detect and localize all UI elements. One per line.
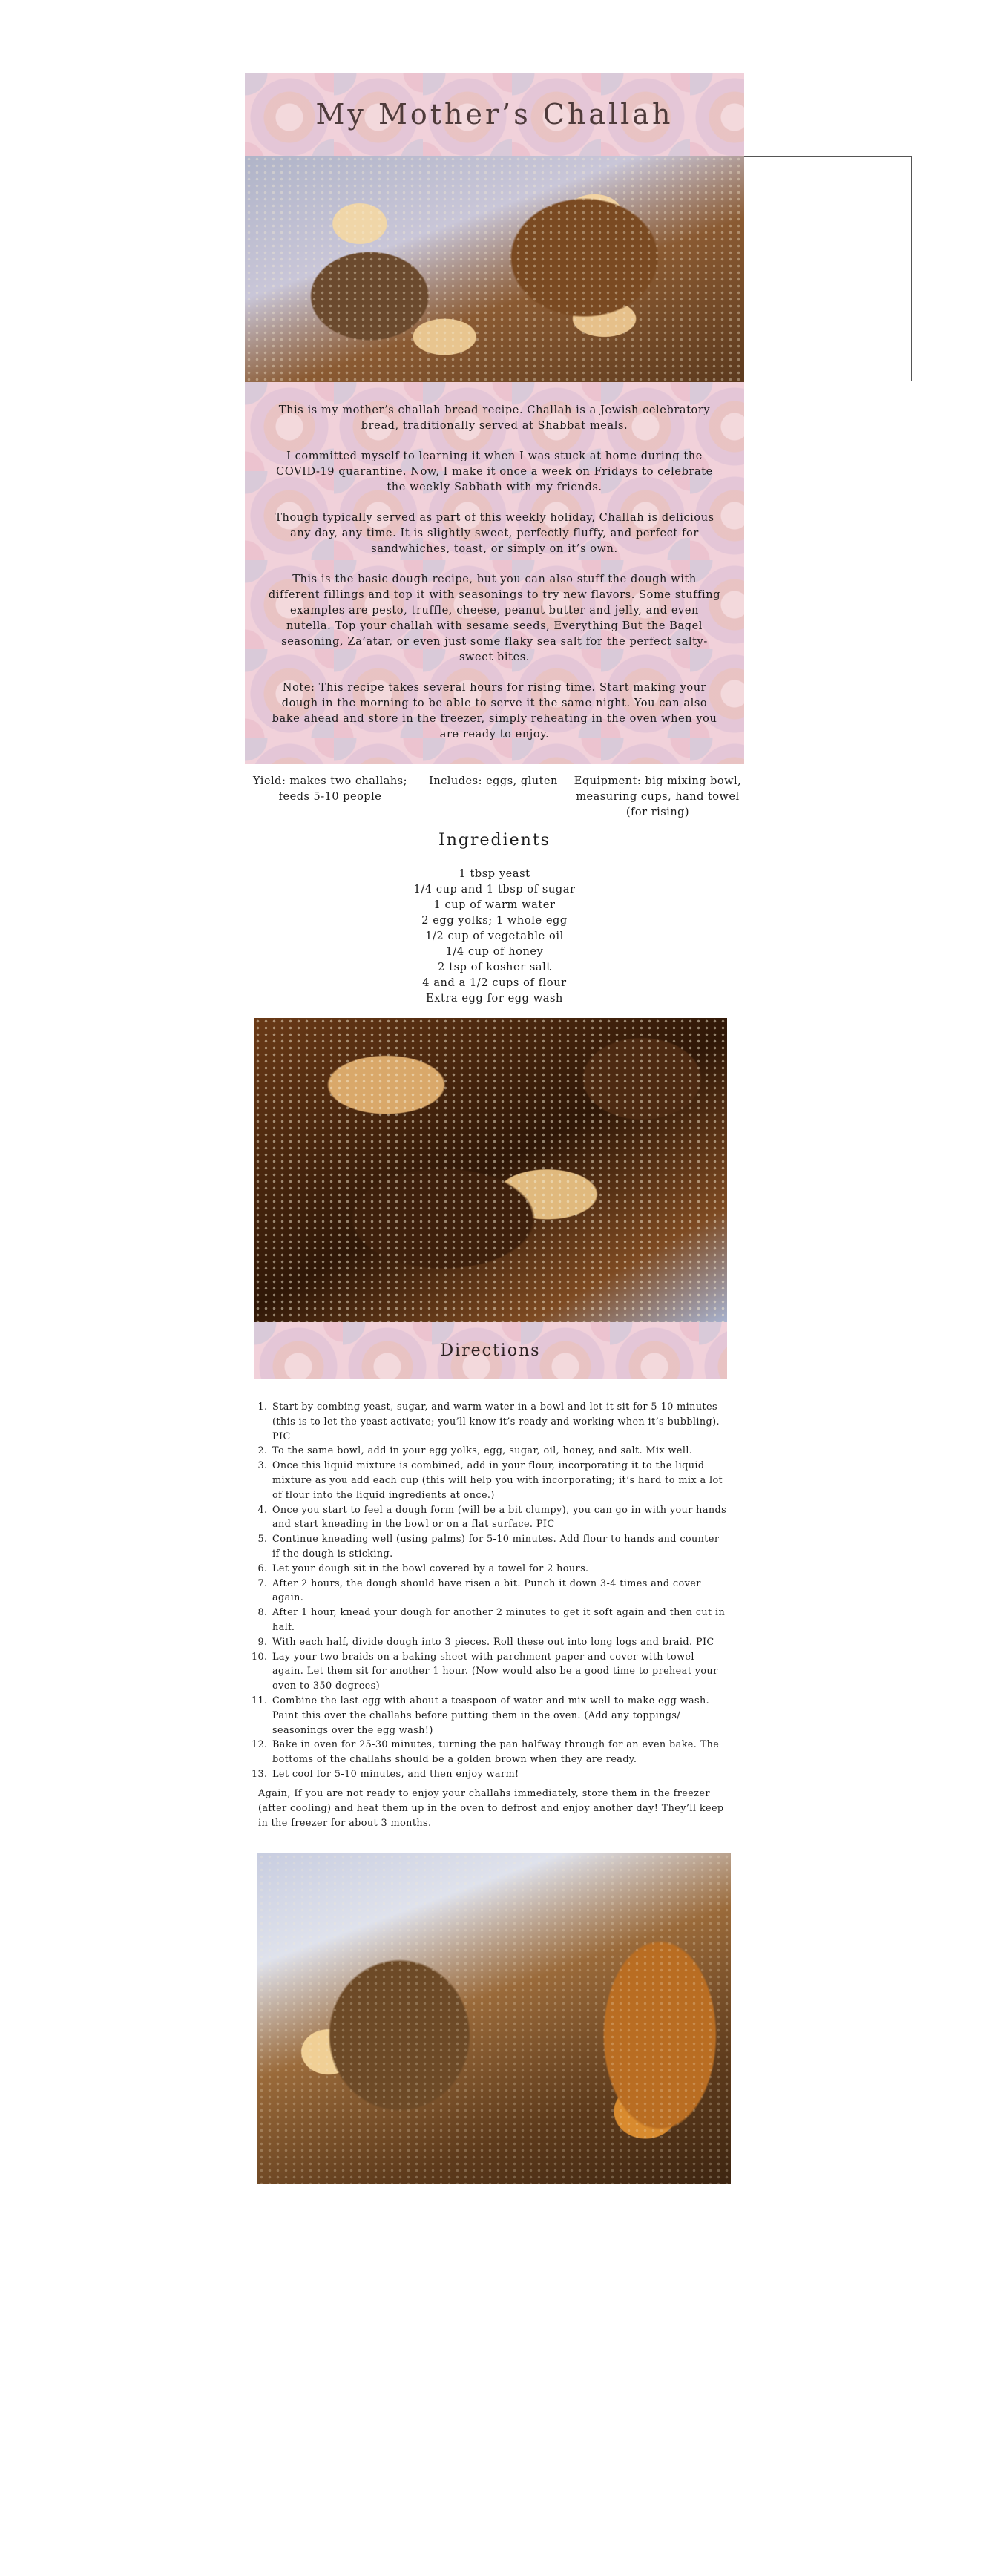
allergen-info: Includes: eggs, gluten <box>429 775 558 787</box>
direction-step: 12. Bake in oven for 25-30 minutes, turning the pan halfway through for an even bake. The bottoms of the challahs should be a golden brown when they are ready. <box>271 1738 727 1767</box>
ingredients-heading: Ingredients <box>438 831 551 850</box>
yield-info: Yield: makes two challahs; feeds 5-10 people <box>252 775 408 803</box>
direction-step: 5. Continue kneading well (using palms) for 5-10 minutes. Add flour to hands and counter if the dough is sticking. <box>271 1532 727 1562</box>
ingredient-item: 1/2 cup of vegetable oil <box>425 930 564 942</box>
sesame-challah-photo <box>254 1018 727 1322</box>
page-title: My Mother’s Challah <box>315 98 674 131</box>
intro-paragraph: This is the basic dough recipe, but you can also stuff the dough with different fillings and top it with seasonings to try new flavors. Some stuffing examples are pesto, truffle, cheese, peanut butter and jelly, and even nutella. Top your challah with sesame seeds, Everything But the Bagel seasoning, Za’atar, or even just some flaky sea salt for the perfect salty-sweet bites. <box>268 574 721 663</box>
direction-step: 13. Let cool for 5-10 minutes, and then enjoy warm! <box>271 1767 727 1782</box>
ingredient-item: 1 tbsp yeast <box>459 868 530 880</box>
ingredient-item: 1 cup of warm water <box>433 899 556 911</box>
direction-step: 3. Once this liquid mixture is combined, add in your flour, incorporating it to the liquid mixture as you add each cup (this will help you with incorporating; it’s hard to mix a lot of flour into the liquid ingredients at once.) <box>271 1459 727 1502</box>
direction-step: 4. Once you start to feel a dough form (will be a bit clumpy), you can go in with your hands and start kneading in the bowl or on a flat surface. PIC <box>271 1503 727 1533</box>
direction-step: 6. Let your dough sit in the bowl covered by a towel for 2 hours. <box>271 1562 727 1577</box>
intro-section <box>245 382 744 764</box>
intro-paragraph: Though typically served as part of this weekly holiday, Challah is delicious any day, any time. It is slightly sweet, perfectly fluffy, and perfect for sandwhiches, toast, or simply on it’s own. <box>275 512 714 555</box>
finished-challah-photo <box>257 1853 731 2184</box>
ingredient-item: 1/4 cup of honey <box>445 946 544 958</box>
ingredient-item: 1/4 cup and 1 tbsp of sugar <box>413 884 576 896</box>
ingredient-item: 4 and a 1/2 cups of flour <box>422 977 567 989</box>
intro-paragraph: This is my mother’s challah bread recipe. Challah is a Jewish celebratory bread, traditionally served at Shabbat meals. <box>278 404 711 432</box>
intro-paragraph: Note: This recipe takes several hours for rising time. Start making your dough in the morning to be able to serve it the same night. You can also bake ahead and store in the freezer, simply reheating in the oven when you are ready to enjoy. <box>272 682 717 740</box>
storage-note: Again, If you are not ready to enjoy your challahs immediately, store them in the freezer (after cooling) and heat them up in the oven to defrost and enjoy another day! They’ll keep in the freezer for about 3 months. <box>258 1788 724 1829</box>
directions-banner <box>254 1322 727 1379</box>
equipment-info: Equipment: big mixing bowl, measuring cups, hand towel (for rising) <box>574 775 742 818</box>
direction-step: 8. After 1 hour, knead your dough for another 2 minutes to get it soft again and then cut in half. <box>271 1606 727 1635</box>
direction-step: 10. Lay your two braids on a baking sheet with parchment paper and cover with towel again. Let them sit for another 1 hour. (Now would also be a good time to preheat your oven to 350 degrees) <box>271 1650 727 1694</box>
ingredient-item: 2 egg yolks; 1 whole egg <box>421 915 568 927</box>
direction-steps <box>256 1400 727 1782</box>
intro-paragraph: I committed myself to learning it when I was stuck at home during the COVID-19 quarantine. Now, I make it once a week on Fridays to celebrate the weekly Sabbath with my friends. <box>276 450 713 493</box>
title-banner <box>245 73 744 156</box>
hero-outline-box <box>744 156 912 381</box>
ingredient-item: Extra egg for egg wash <box>426 993 563 1005</box>
direction-step: 9. With each half, divide dough into 3 pieces. Roll these out into long logs and braid. PIC <box>271 1635 727 1650</box>
directions-heading: Directions <box>440 1341 541 1360</box>
ingredient-list <box>245 867 744 1007</box>
direction-step: 1. Start by combing yeast, sugar, and warm water in a bowl and let it sit for 5-10 minutes (this is to let the yeast activate; you’ll know it’s ready and working when it’s bubbling). PIC <box>271 1400 727 1444</box>
direction-step: 7. After 2 hours, the dough should have risen a bit. Punch it down 3-4 times and cover again. <box>271 1577 727 1606</box>
ingredient-item: 2 tsp of kosher salt <box>438 962 551 973</box>
hero-challah-photo <box>245 156 744 382</box>
direction-step: 11. Combine the last egg with about a teaspoon of water and mix well to make egg wash. Paint this over the challahs before putting them in the oven. (Add any toppings/ seasonings over the egg wash!) <box>271 1694 727 1738</box>
direction-step: 2. To the same bowl, add in your egg yolks, egg, sugar, oil, honey, and salt. Mix well. <box>271 1444 727 1459</box>
